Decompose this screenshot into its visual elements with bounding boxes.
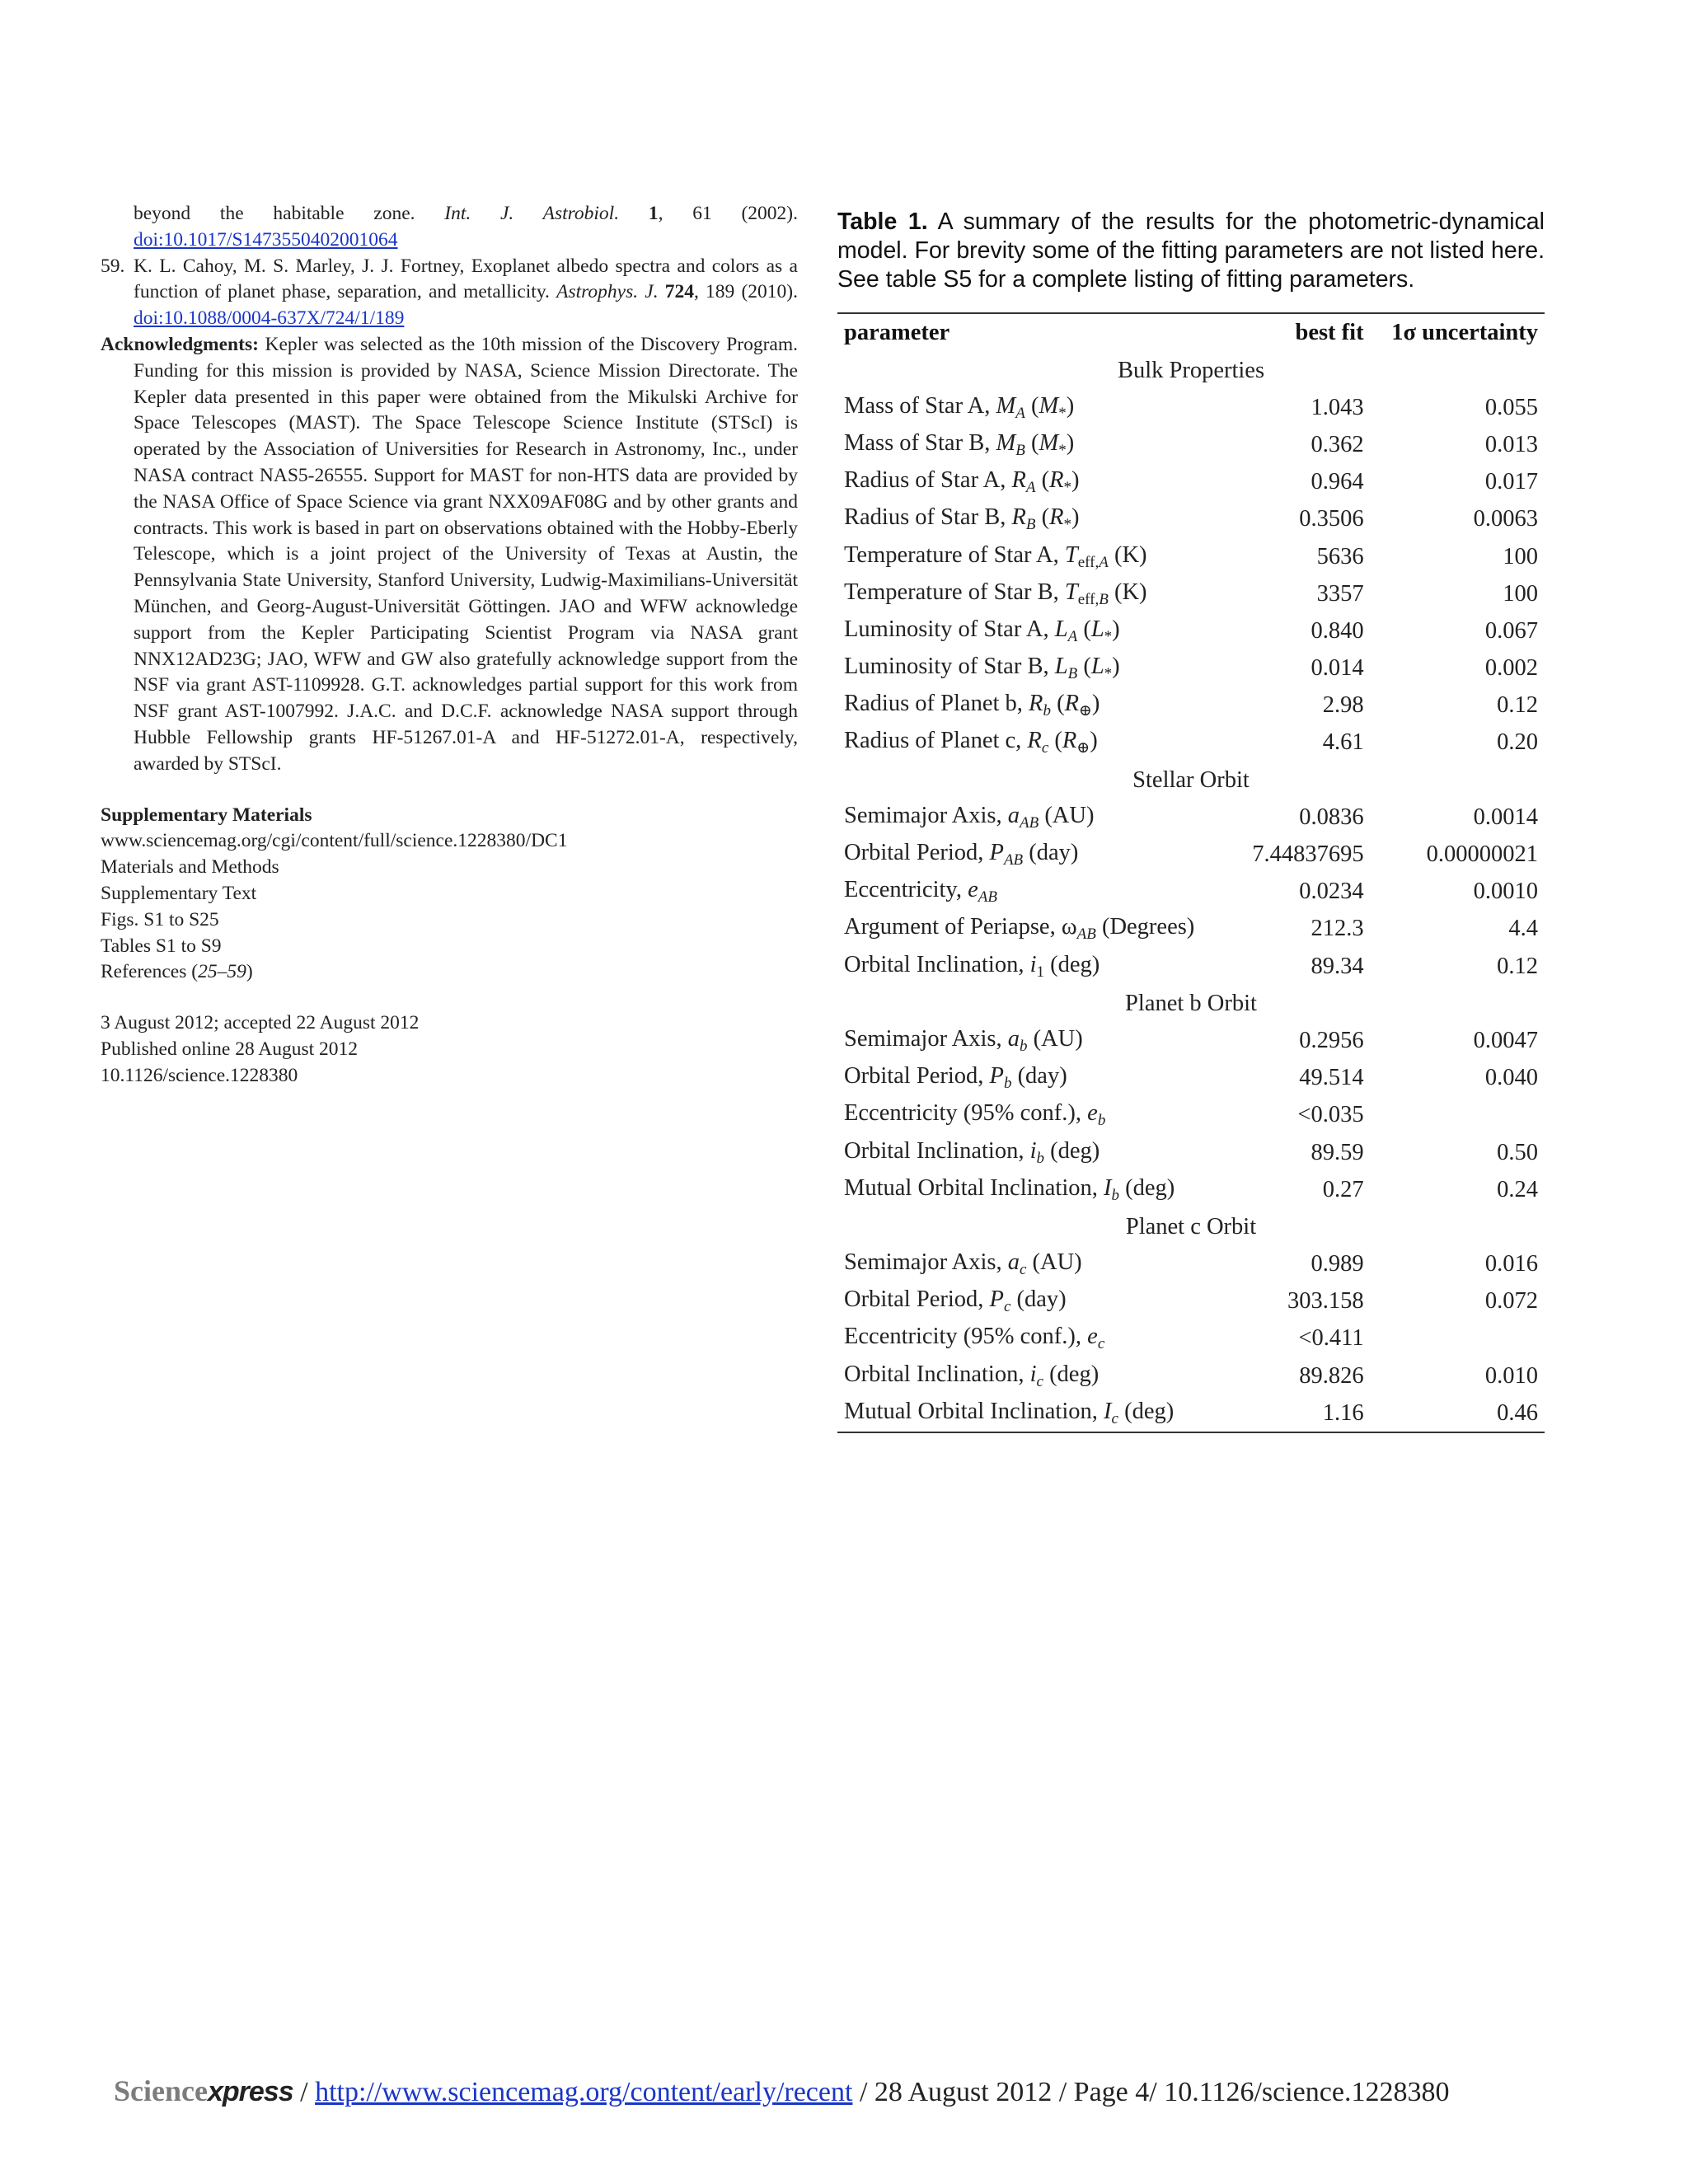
- parameter-symbol: e: [1087, 1100, 1098, 1127]
- unit-subscript: *: [1104, 665, 1113, 683]
- best-fit-cell: 1.043: [1311, 394, 1364, 420]
- parameter-cell: [837, 612, 1234, 649]
- parameter-cell: [837, 538, 1234, 575]
- uncertainty-cell: 0.24: [1497, 1176, 1538, 1202]
- parameter-symbol: L: [1054, 654, 1068, 680]
- parameter-label: Radius of Star B,: [844, 504, 1012, 531]
- uncertainty-cell: [1371, 1097, 1545, 1134]
- parameter-label: Orbital Inclination,: [844, 951, 1030, 977]
- uncertainty-cell: 0.46: [1497, 1399, 1538, 1426]
- section-heading: Planet c Orbit: [1125, 1213, 1257, 1240]
- parameter-subscript: B: [1025, 516, 1036, 534]
- parameter-cell: [837, 911, 1234, 948]
- parameter-unit: (K): [1108, 579, 1147, 605]
- uncertainty-cell: 0.20: [1497, 729, 1538, 756]
- parameter-symbol: i: [1029, 1137, 1037, 1164]
- supplementary-materials: [101, 803, 798, 987]
- parameter-label: Temperature of Star A,: [844, 541, 1065, 568]
- parameter-subscript: b: [1036, 1149, 1044, 1167]
- parameter-subscript: A: [1015, 404, 1025, 422]
- table-row: [837, 874, 1545, 911]
- parameter-subscript: c: [1003, 1298, 1011, 1316]
- parameter-subscript: B: [1015, 441, 1025, 459]
- parameter-symbol: ω: [1061, 914, 1077, 940]
- parameter-cell: [837, 724, 1234, 762]
- uncertainty-cell: 100: [1503, 580, 1538, 607]
- supplementary-url: www.sciencemag.org/cgi/content/full/science.1228380/DC1: [101, 830, 568, 852]
- table-row: [837, 464, 1545, 501]
- uncertainty-cell: 4.4: [1508, 916, 1538, 942]
- unit-close: ): [1066, 392, 1075, 419]
- table-row: [837, 575, 1545, 612]
- parameter-cell: [837, 501, 1234, 538]
- unit-close: ): [1112, 654, 1120, 680]
- parameter-cell: [837, 687, 1234, 724]
- parameter-label: Eccentricity,: [844, 877, 968, 903]
- table-row: [837, 650, 1545, 687]
- unit-symbol: R: [1049, 467, 1064, 494]
- header-best-fit: best fit: [1295, 320, 1364, 345]
- parameter-symbol: M: [996, 429, 1016, 456]
- unit-symbol: L: [1090, 654, 1104, 680]
- table-row: [837, 1394, 1545, 1432]
- table-row: [837, 1320, 1545, 1357]
- uncertainty-cell: 0.016: [1484, 1251, 1538, 1277]
- supplementary-item: Tables S1 to S9: [101, 935, 222, 957]
- parameter-symbol: a: [1007, 1249, 1020, 1276]
- supplementary-item: Figs. S1 to S25: [101, 908, 219, 930]
- unit-close: ): [1066, 429, 1075, 456]
- uncertainty-cell: 0.017: [1484, 469, 1538, 495]
- unit-close: ): [1091, 691, 1100, 717]
- uncertainty-cell: 0.12: [1497, 953, 1538, 979]
- parameter-label: Luminosity of Star B,: [844, 654, 1055, 680]
- parameter-symbol: e: [1087, 1324, 1098, 1350]
- uncertainty-cell: 0.067: [1484, 617, 1538, 644]
- uncertainty-cell: 0.0014: [1473, 804, 1538, 830]
- best-fit-cell: 0.27: [1322, 1176, 1364, 1202]
- table-row: [837, 911, 1545, 948]
- unit-open: (: [1077, 616, 1091, 642]
- parameter-subscript: b: [1043, 702, 1051, 720]
- parameter-subscript: b: [1019, 1037, 1028, 1055]
- parameter-symbol: I: [1104, 1398, 1112, 1424]
- section-heading: Stellar Orbit: [1132, 766, 1250, 793]
- published-date: Published online 28 August 2012: [101, 1038, 359, 1060]
- acknowledgments-text: Kepler was selected as the 10th mission of the Discovery Program. Funding for this mission is provided by NASA, Science Mission Directorate. The Kepler data presented in this paper were obtained from the Mikulski Archive for Space Telescopes (MAST). The Space Telescope Science Institute (STScI) is operated by the Association of Universities for Research in Astronomy, Inc., under NASA contract NAS5-26555. Support for MAST for non-HTS data are provided by the NASA Office of Space Science via grant NXX09AF08G and by other grants and contracts. This work is based in part on observations obtained with the Hobby-Eberly Telescope, which is a joint project of the University of Texas at Austin, the Pennsylvania State University, Stanford University, Ludwig-Maximilians-Universität München, and Georg-August-Universität Göttingen. JAO and WFW acknowledge support from the Kepler Participating Scientist Program via NASA grant NNX12AD23G; JAO, WFW and GW also gratefully acknowledge support from the NSF via grant AST-1109928. G.T. acknowledges partial support for this work from NSF grant AST-1007992. J.A.C. and D.C.F. acknowledge NASA support through Hubble Fellowship grants HF-51267.01-A and HF-51272.01-A, respectively, awarded by STScI.: [134, 333, 799, 775]
- best-fit-cell: 89.59: [1311, 1139, 1364, 1165]
- table-row: [837, 724, 1545, 762]
- header-uncertainty: 1σ uncertainty: [1391, 320, 1538, 345]
- doi-link-ref59[interactable]: doi:10.1088/0004-637X/724/1/189: [134, 307, 405, 330]
- unit-subscript: ⊕: [1079, 702, 1092, 720]
- table-row: [837, 1171, 1545, 1208]
- best-fit-cell: 0.2956: [1299, 1027, 1364, 1053]
- reference-59: 59. K. L. Cahoy, M. S. Marley, J. J. Fortney, Exoplanet albedo spectra and colors as a function of planet phase, separation, and metallicity. Astrophys. J. 724, 189 (2010). doi:10.1088/0004-637X/724/1/189: [101, 255, 799, 330]
- parameter-unit: (deg): [1044, 951, 1100, 977]
- parameter-cell: [837, 650, 1234, 687]
- uncertainty-cell: 0.50: [1497, 1139, 1538, 1165]
- parameter-subscript: c: [1111, 1409, 1118, 1427]
- unit-close: ): [1112, 616, 1120, 642]
- unit-open: (: [1048, 728, 1062, 754]
- best-fit-cell: 1.16: [1322, 1399, 1364, 1426]
- table-row: [837, 1060, 1545, 1097]
- parameter-cell: [837, 874, 1234, 911]
- parameter-subscript: b: [1097, 1112, 1106, 1130]
- parameter-label: Radius of Planet b,: [844, 691, 1029, 717]
- table-section-row: [837, 762, 1545, 799]
- parameter-symbol: P: [989, 1063, 1004, 1090]
- parameter-unit: (Degrees): [1095, 914, 1195, 940]
- table-row: [837, 1357, 1545, 1394]
- parameter-label: Orbital Period,: [844, 1286, 990, 1313]
- unit-subscript: *: [1104, 627, 1113, 645]
- parameter-subscript: eff,: [1077, 553, 1100, 571]
- table-row: [837, 799, 1545, 836]
- parameter-subscript: B: [1099, 590, 1109, 608]
- supplementary-item: Supplementary Text: [101, 882, 257, 904]
- parameter-label: Orbital Period,: [844, 840, 990, 866]
- best-fit-cell: 0.989: [1311, 1251, 1364, 1277]
- table-caption-label: Table 1.: [837, 209, 928, 235]
- parameter-cell: [837, 1171, 1234, 1208]
- parameter-symbol: R: [1029, 691, 1043, 717]
- table-row: [837, 836, 1545, 873]
- parameter-unit: (deg): [1118, 1398, 1175, 1424]
- parameter-subscript: AB: [1003, 851, 1024, 869]
- parameter-subscript: AB: [1019, 813, 1039, 832]
- parameter-subscript: c: [1019, 1261, 1027, 1279]
- parameter-unit: (deg): [1043, 1361, 1100, 1387]
- unit-open: (: [1035, 467, 1050, 494]
- parameter-subscript: AB: [978, 888, 997, 907]
- parameter-unit: (K): [1108, 541, 1147, 568]
- parameter-label: Semimajor Axis,: [844, 1025, 1008, 1052]
- table-row: [837, 1022, 1545, 1059]
- supplementary-heading: Supplementary Materials: [101, 804, 312, 826]
- parameter-cell: [837, 389, 1234, 426]
- table-row: [837, 501, 1545, 538]
- supplementary-references: References (25–59): [101, 961, 253, 983]
- parameter-label: Semimajor Axis,: [844, 1249, 1008, 1276]
- parameter-subscript: A: [1067, 627, 1078, 645]
- parameter-label: Mutual Orbital Inclination,: [844, 1398, 1104, 1424]
- section-heading: Planet b Orbit: [1125, 990, 1257, 1016]
- uncertainty-cell: 0.002: [1484, 655, 1538, 682]
- parameter-subscript: c: [1036, 1372, 1043, 1390]
- table-1: [837, 208, 1545, 1433]
- acknowledgments-label: Acknowledgments:: [101, 333, 259, 355]
- unit-symbol: R: [1062, 728, 1077, 754]
- unit-symbol: R: [1049, 504, 1064, 531]
- unit-subscript: *: [1058, 441, 1067, 459]
- parameter-symbol: P: [989, 840, 1004, 866]
- parameter-unit: (deg): [1119, 1174, 1175, 1201]
- parameter-cell: [837, 1134, 1234, 1171]
- parameter-symbol: M: [996, 392, 1016, 419]
- best-fit-cell: 0.014: [1311, 655, 1364, 682]
- unit-open: (: [1025, 429, 1039, 456]
- parameter-label: Mutual Orbital Inclination,: [844, 1174, 1104, 1201]
- table-row: [837, 389, 1545, 426]
- parameter-unit: (AU): [1027, 1025, 1083, 1052]
- parameter-label: Argument of Periapse,: [844, 914, 1062, 940]
- reference-58-tail: beyond the habitable zone. Int. J. Astrobiol. 1, 61 (2002). doi:10.1017/S1473550402001064: [134, 203, 798, 251]
- unit-subscript: *: [1063, 479, 1072, 497]
- parameter-unit: (day): [1011, 1063, 1067, 1090]
- parameter-label: Mass of Star A,: [844, 392, 996, 419]
- unit-open: (: [1077, 654, 1091, 680]
- parameter-unit: (day): [1023, 840, 1079, 866]
- parameter-subscript: AB: [1076, 926, 1096, 944]
- unit-subscript: *: [1063, 516, 1072, 534]
- parameter-cell: [837, 1320, 1234, 1357]
- uncertainty-cell: 0.055: [1484, 394, 1538, 420]
- results-table: [837, 312, 1545, 1433]
- parameter-symbol: i: [1029, 951, 1037, 977]
- table-row: [837, 538, 1545, 575]
- table-row: [837, 612, 1545, 649]
- best-fit-cell: 0.0836: [1299, 804, 1364, 830]
- table-row: [837, 1097, 1545, 1134]
- parameter-label: Semimajor Axis,: [844, 802, 1008, 828]
- parameter-symbol: i: [1029, 1361, 1037, 1387]
- parameter-unit: (AU): [1039, 802, 1095, 828]
- table-row: [837, 426, 1545, 463]
- parameter-label: Luminosity of Star A,: [844, 616, 1055, 642]
- parameter-label: Orbital Period,: [844, 1063, 990, 1090]
- best-fit-cell: 5636: [1316, 543, 1364, 569]
- unit-close: ): [1071, 467, 1080, 494]
- parameter-cell: [837, 836, 1234, 873]
- parameter-label: Orbital Inclination,: [844, 1361, 1030, 1387]
- best-fit-cell: 0.3506: [1299, 506, 1364, 532]
- parameter-label: Orbital Inclination,: [844, 1137, 1030, 1164]
- best-fit-cell: <0.411: [1298, 1325, 1364, 1352]
- uncertainty-cell: 0.0047: [1473, 1027, 1538, 1053]
- uncertainty-cell: 0.12: [1497, 692, 1538, 719]
- footer-url-link[interactable]: http://www.sciencemag.org/content/early/recent: [315, 2077, 853, 2107]
- unit-symbol: R: [1064, 691, 1079, 717]
- table-row: [837, 1283, 1545, 1320]
- parameter-cell: [837, 948, 1234, 985]
- table-caption: [837, 208, 1545, 294]
- unit-close: ): [1071, 504, 1080, 531]
- parameter-subscript: 1: [1036, 963, 1044, 981]
- parameter-cell: [837, 1283, 1234, 1320]
- unit-open: (: [1025, 392, 1039, 419]
- parameter-symbol: T: [1064, 579, 1078, 605]
- unit-symbol: M: [1039, 392, 1059, 419]
- unit-symbol: L: [1090, 616, 1104, 642]
- uncertainty-cell: 0.00000021: [1426, 841, 1538, 868]
- best-fit-cell: 0.0234: [1299, 879, 1364, 905]
- parameter-cell: [837, 1097, 1234, 1134]
- best-fit-cell: 0.964: [1311, 469, 1364, 495]
- left-column: [101, 201, 798, 1090]
- page-footer: Sciencexpress / http://www.sciencemag.org/content/early/recent / 28 August 2012 / Page 4/ 10.1126/science.1228380: [114, 2074, 1450, 2107]
- footer-text: / 28 August 2012 / Page 4/ 10.1126/science.1228380: [852, 2077, 1450, 2107]
- best-fit-cell: 0.840: [1311, 617, 1364, 644]
- parameter-symbol: L: [1054, 616, 1068, 642]
- parameter-symbol: a: [1007, 802, 1020, 828]
- parameter-symbol: R: [1027, 728, 1042, 754]
- parameter-subscript: B: [1067, 665, 1078, 683]
- unit-open: (: [1050, 691, 1065, 717]
- best-fit-cell: 0.362: [1311, 431, 1364, 457]
- parameter-symbol: e: [968, 877, 978, 903]
- table-row: [837, 948, 1545, 985]
- parameter-label: Radius of Star A,: [844, 467, 1012, 494]
- article-doi: 10.1126/science.1228380: [101, 1064, 298, 1086]
- parameter-cell: [837, 426, 1234, 463]
- uncertainty-cell: 0.010: [1484, 1362, 1538, 1389]
- section-heading: Bulk Properties: [1117, 357, 1265, 383]
- best-fit-cell: 4.61: [1322, 729, 1364, 756]
- uncertainty-cell: 0.013: [1484, 431, 1538, 457]
- uncertainty-cell: 0.0010: [1473, 879, 1538, 905]
- header-parameter: parameter: [844, 320, 950, 345]
- science-express-logo: Sciencexpress: [114, 2074, 293, 2107]
- parameter-symbol: a: [1007, 1025, 1020, 1052]
- parameter-subscript: c: [1097, 1335, 1105, 1353]
- unit-close: ): [1090, 728, 1098, 754]
- best-fit-cell: 49.514: [1299, 1065, 1364, 1091]
- table-section-row: [837, 352, 1545, 389]
- table-caption-text: A summary of the results for the photometric-dynamical model. For brevity some of the fitting parameters are not listed here. See table S5 for a complete listing of fitting parameters.: [837, 209, 1545, 293]
- unit-open: (: [1035, 504, 1050, 531]
- received-date: 3 August 2012; accepted 22 August 2012: [101, 1012, 420, 1034]
- parameter-cell: [837, 1060, 1234, 1097]
- best-fit-cell: 89.34: [1311, 953, 1364, 979]
- best-fit-cell: 7.44837695: [1252, 841, 1364, 868]
- uncertainty-cell: 100: [1503, 543, 1538, 569]
- parameter-subscript: b: [1003, 1075, 1012, 1093]
- parameter-unit: (day): [1010, 1286, 1067, 1313]
- uncertainty-cell: 0.040: [1484, 1065, 1538, 1091]
- parameter-symbol: R: [1011, 504, 1026, 531]
- best-fit-cell: 89.826: [1299, 1362, 1364, 1389]
- table-row: [837, 1246, 1545, 1283]
- parameter-subscript: b: [1111, 1186, 1120, 1204]
- parameter-cell: [837, 1357, 1234, 1394]
- supplementary-item: Materials and Methods: [101, 856, 279, 879]
- parameter-subscript: A: [1025, 479, 1036, 497]
- uncertainty-cell: [1371, 1320, 1545, 1357]
- parameter-subscript: eff,: [1077, 590, 1100, 608]
- best-fit-cell: 3357: [1316, 580, 1364, 607]
- parameter-cell: [837, 1394, 1234, 1432]
- unit-subscript: ⊕: [1076, 739, 1090, 757]
- parameter-subscript: c: [1041, 739, 1049, 757]
- parameter-label: Mass of Star B,: [844, 429, 996, 456]
- parameter-cell: [837, 1022, 1234, 1059]
- parameter-cell: [837, 799, 1234, 836]
- best-fit-cell: 2.98: [1322, 692, 1364, 719]
- parameter-symbol: T: [1064, 541, 1078, 568]
- best-fit-cell: 212.3: [1311, 916, 1364, 942]
- best-fit-cell: <0.035: [1297, 1102, 1364, 1128]
- table-row: [837, 1134, 1545, 1171]
- parameter-label: Eccentricity (95% conf.),: [844, 1100, 1088, 1127]
- parameter-label: Eccentricity (95% conf.),: [844, 1324, 1088, 1350]
- table-section-row: [837, 1208, 1545, 1245]
- parameter-cell: [837, 464, 1234, 501]
- table-body: [837, 352, 1545, 1432]
- parameter-label: Temperature of Star B,: [844, 579, 1065, 605]
- parameter-symbol: I: [1104, 1174, 1112, 1201]
- table-row: [837, 687, 1545, 724]
- unit-symbol: M: [1039, 429, 1059, 456]
- acknowledgments: [101, 332, 798, 778]
- parameter-cell: [837, 1246, 1234, 1283]
- table-header-row: [837, 313, 1545, 352]
- uncertainty-cell: 0.0063: [1473, 506, 1538, 532]
- publication-dates: [101, 1010, 798, 1089]
- parameter-subscript: A: [1099, 553, 1109, 571]
- parameter-symbol: P: [989, 1286, 1004, 1313]
- best-fit-cell: 303.158: [1287, 1288, 1364, 1315]
- parameter-unit: (AU): [1026, 1249, 1082, 1276]
- parameter-cell: [837, 575, 1234, 612]
- parameter-unit: (deg): [1044, 1137, 1100, 1164]
- uncertainty-cell: 0.072: [1484, 1288, 1538, 1315]
- unit-subscript: *: [1058, 404, 1067, 422]
- doi-link-ref58[interactable]: doi:10.1017/S1473550402001064: [134, 228, 398, 251]
- parameter-symbol: R: [1011, 467, 1026, 494]
- parameter-label: Radius of Planet c,: [844, 728, 1028, 754]
- table-section-row: [837, 985, 1545, 1022]
